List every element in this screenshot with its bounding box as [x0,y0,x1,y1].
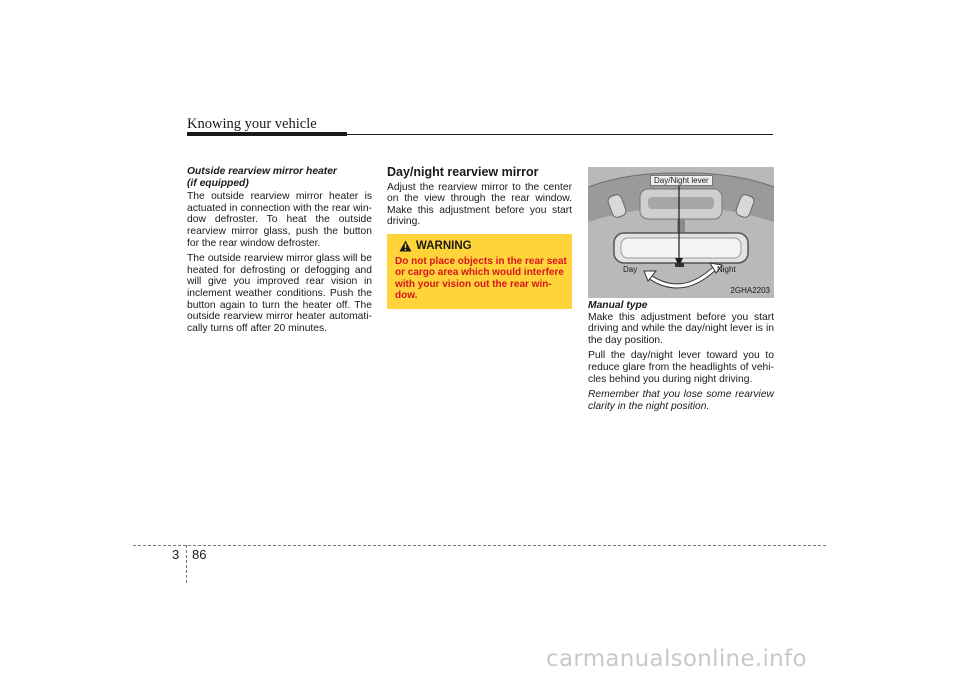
page-header-title: Knowing your vehicle [187,116,317,132]
manual-type-subheading: Manual type [588,300,648,311]
watermark: carmanualsonline.info [546,646,807,672]
heater-subheading-note: (if equipped) [187,177,249,189]
figure-code: 2GHA2203 [730,286,770,295]
warning-box [387,234,572,309]
middle-column [387,167,572,232]
left-column [187,166,372,338]
mirror-figure [588,167,774,298]
manual-paragraph-1: Make this adjustment before you start driving and while the day/night lever is in the day position. [588,311,774,346]
warning-triangle-icon [399,240,412,252]
warning-title: WARNING [416,240,472,252]
footer-rule [133,545,826,546]
footer-divider [186,545,187,583]
chapter-number: 3 [172,547,180,562]
night-label: Night [717,265,736,274]
warning-title-row [399,240,472,252]
mirror-illustration [588,167,774,298]
header-bar [187,132,347,136]
heater-paragraph-2: The outside rearview mirror glass will be heated for defrosting or defogging and will give you improved rear vision in inclement weather conditions. Push the button again to turn the heater off. The outside rearview mirror heater automati-cally turns off after 20 minutes. [187,253,372,334]
page-number: 86 [192,547,207,562]
day-night-lever-label: Day/Night lever [650,175,713,186]
header-rule [347,134,773,135]
mirror-paragraph-1: Adjust the rearview mirror to the center on the view through the rear window. Make this adjustment before you start driving. [387,181,572,228]
heater-subheading: Outside rearview mirror heater [187,166,337,177]
manual-paragraph-2: Pull the day/night lever toward you to reduce glare from the headlights of vehi-cles behind you during night driving. [588,350,774,385]
section-heading: Day/night rearview mirror [387,165,539,179]
manual-paragraph-3: Remember that you lose some rearview clarity in the night position. [588,389,774,412]
day-label: Day [623,265,638,274]
heater-paragraph-1: The outside rearview mirror heater is actuated in connection with the rear win-dow defroster. To heat the outside rearview mirror glass, push the button for the rear window defroster. [187,191,372,249]
right-column [588,300,774,416]
warning-text: Do not place objects in the rear seat or cargo area which would interfere with your vision out the rear win-dow. [395,256,567,302]
